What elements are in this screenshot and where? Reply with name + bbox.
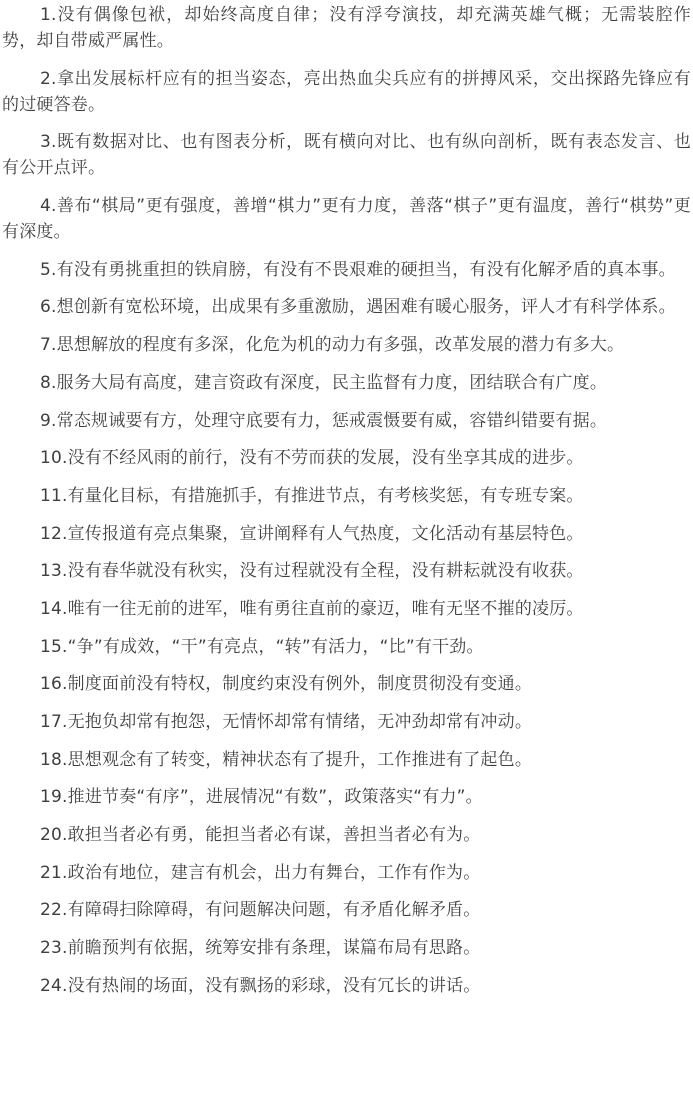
paragraph-20: 20.敢担当者必有勇，能担当者必有谋，善担当者必有为。	[40, 825, 481, 846]
paragraph-4: 4.善布“棋局”更有强度，善增“棋力”更有力度，善落“棋子”更有温度，善行“棋势”更有深度。	[2, 196, 691, 243]
paragraph-1: 1.没有偶像包袱，却始终高度自律；没有浮夸演技，却充满英雄气概；无需装腔作势，却自带威严属性。	[2, 5, 691, 51]
paragraph-22: 22.有障碍扫除障碍，有问题解决问题，有矛盾化解矛盾。	[40, 900, 481, 921]
paragraph-3: 3.既有数据对比、也有图表分析，既有横向对比、也有纵向剖析，既有表态发言、也有公开点评。	[2, 132, 691, 179]
paragraph-17: 17.无抱负却常有抱怨，无情怀却常有情绪，无冲劲却常有冲动。	[40, 712, 533, 732]
paragraph-23: 23.前瞻预判有依据，统筹安排有条理，谋篇布局有思路。	[40, 938, 481, 959]
paragraph-14: 14.唯有一往无前的进军，唯有勇往直前的豪迈，唯有无坚不摧的凌厉。	[40, 598, 584, 619]
paragraph-13: 13.没有春华就没有秋实，没有过程就没有全程，没有耕耘就没有收获。	[40, 561, 584, 582]
paragraph-24: 24.没有热闹的场面，没有飘扬的彩球，没有冗长的讲话。	[40, 975, 481, 996]
paragraph-12: 12.宣传报道有亮点集聚，宣讲阐释有人气热度，文化活动有基层特色。	[40, 523, 584, 544]
paragraph-15: 15.“争”有成效，“干”有亮点，“转”有活力，“比”有干劲。	[40, 636, 484, 657]
paragraph-19: 19.推进节奏“有序”，进展情况“有数”，政策落实“有力”。	[40, 787, 483, 808]
paragraph-11: 11.有量化目标，有措施抓手，有推进节点，有考核奖惩，有专班专案。	[40, 485, 584, 506]
paragraph-6: 6.想创新有宽松环境，出成果有多重激励，遇困难有暖心服务，评人才有科学体系。	[40, 297, 676, 318]
paragraph-9: 9.常态规诫要有方，处理守底要有力，惩戒震慑要有威，容错纠错要有据。	[40, 410, 608, 431]
paragraph-21: 21.政治有地位，建言有机会，出力有舞台，工作有作为。	[40, 862, 481, 883]
paragraph-5: 5.有没有勇挑重担的铁肩膀，有没有不畏艰难的硬担当，有没有化解矛盾的真本事。	[40, 259, 676, 280]
paragraph-18: 18.思想观念有了转变，精神状态有了提升，工作推进有了起色。	[40, 749, 533, 770]
paragraph-16: 16.制度面前没有特权，制度约束没有例外，制度贯彻没有变通。	[40, 674, 533, 695]
paragraph-2: 2.拿出发展标杆应有的担当姿态，亮出热血尖兵应有的拼搏风采，交出探路先锋应有的过硬答卷。	[2, 68, 691, 115]
paragraph-7: 7.思想解放的程度有多深，化危为机的动力有多强，改革发展的潜力有多大。	[40, 335, 625, 356]
paragraph-10: 10.没有不经风雨的前行，没有不劳而获的发展，没有坐享其成的进步。	[40, 448, 584, 469]
paragraph-8: 8.服务大局有高度，建言资政有深度，民主监督有力度，团结联合有广度。	[40, 372, 608, 393]
